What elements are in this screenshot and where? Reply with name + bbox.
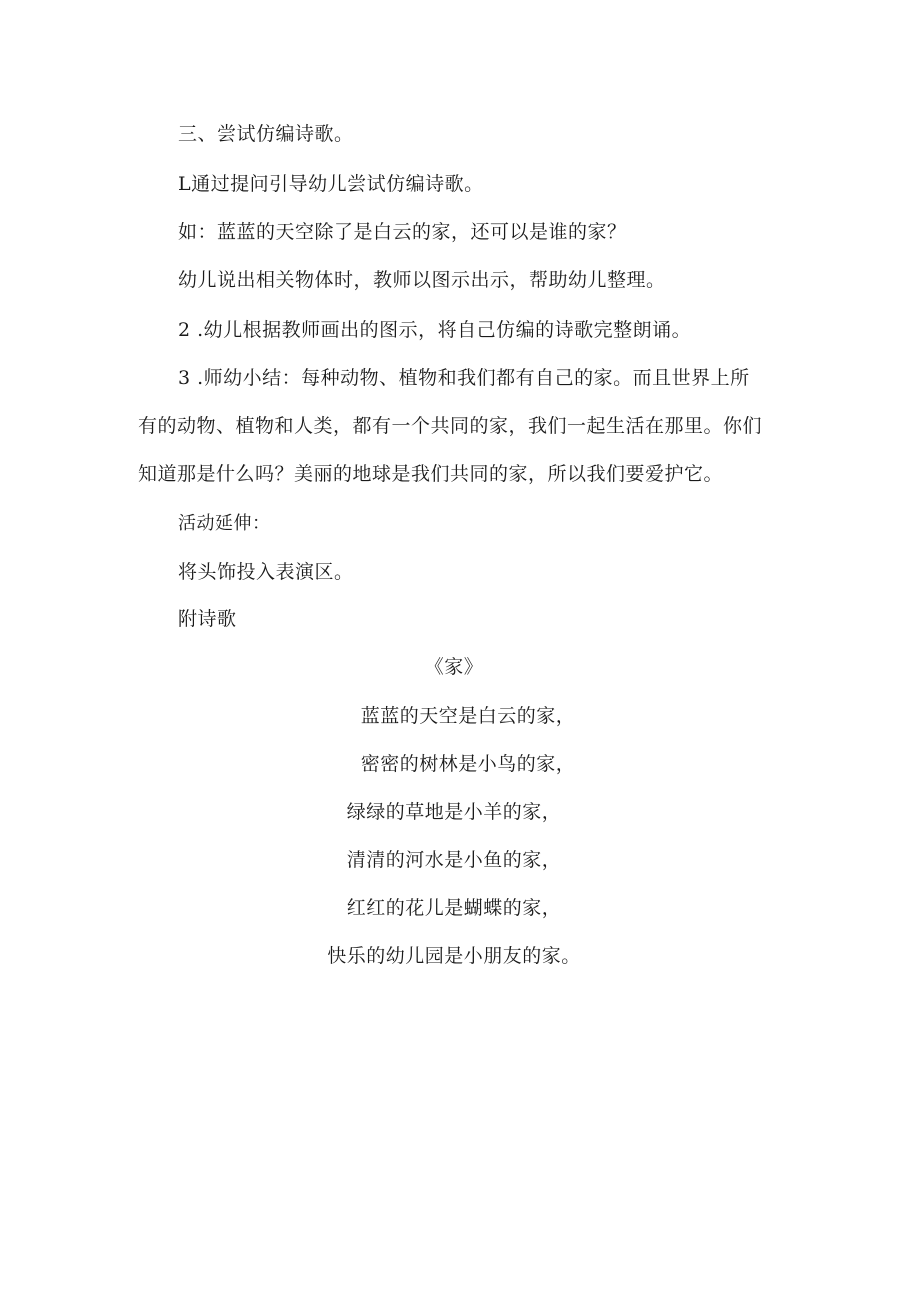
step-item-1: L通过提问引导幼儿尝试仿编诗歌。 [178,173,484,195]
poem-line-5: 红红的花儿是蝴蝶的家， [346,897,562,919]
step-item-3-line-1: 3 .师幼小结：每种动物、植物和我们都有自己的家。而且世界上所 [178,367,750,389]
step-item-2: 2 .幼儿根据教师画出的图示，将自己仿编的诗歌完整朗诵。 [178,319,692,341]
example-question: 如：蓝蓝的天空除了是白云的家，还可以是谁的家？ [178,221,627,243]
extension-heading: 活动延伸： [178,513,271,534]
appendix-label: 附诗歌 [178,608,237,630]
step-item-3-line-3: 知道那是什么吗？美丽的地球是我们共同的家，所以我们要爱护它。 [138,463,724,485]
poem-line-3: 绿绿的草地是小羊的家， [346,801,562,823]
section-heading: 三、尝试仿编诗歌。 [178,123,354,145]
poem-line-2: 密密的树林是小鸟的家， [360,753,576,775]
step-item-3-line-2: 有的动物、植物和人类，都有一个共同的家，我们一起生活在那里。你们 [138,415,763,437]
poem-line-6: 快乐的幼儿园是小朋友的家。 [327,945,581,967]
poem-line-4: 清清的河水是小鱼的家， [346,849,562,871]
extension-text: 将头饰投入表演区。 [178,561,354,583]
poem-title: 《家》 [424,656,484,678]
poem-line-1: 蓝蓝的天空是白云的家， [360,705,576,727]
teacher-note: 幼儿说出相关物体时，教师以图示出示，帮助幼儿整理。 [178,269,666,291]
